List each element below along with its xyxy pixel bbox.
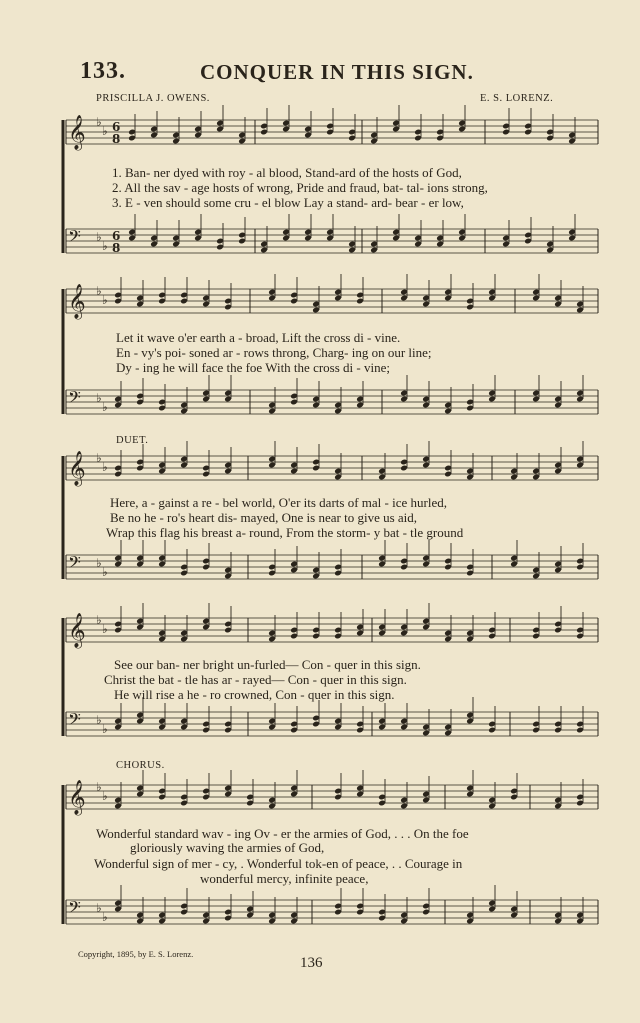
flat-sign: ♭	[102, 722, 108, 736]
flat-sign: ♭	[102, 565, 108, 579]
lyric-line-2-1: Let it wave o'er earth a - broad, Lift the cross di - vine.	[116, 330, 401, 345]
flat-sign: ♭	[102, 293, 108, 307]
copyright-notice: Copyright, 1895, by E. S. Lorenz.	[78, 949, 194, 959]
flat-sign: ♭	[96, 391, 102, 405]
bass-clef: 𝄢	[68, 387, 81, 411]
lyric-line-1-2: 2. All the sav - age hosts of wrong, Pride and fraud, bat- tal- ions strong,	[112, 180, 488, 195]
lyric-line-3-2: Be no he - ro's heart dis- mayed, One is near to give us aid,	[110, 510, 418, 525]
lyric-line-5-3: Wonderful sign of mer - cy, . Wonderful tok-en of peace, . . Courage in	[94, 856, 463, 871]
lyric-line-5-2: gloriously waving the armies of God,	[130, 840, 325, 855]
lyricist-credit: PRISCILLA J. OWENS.	[96, 93, 210, 104]
lyric-line-5-4: wonderful mercy, infinite peace,	[200, 871, 369, 886]
lyric-line-4-3: He will rise a he - ro crowned, Con - quer in this sign.	[114, 687, 395, 702]
treble-clef: 𝄞	[68, 451, 86, 486]
flat-sign: ♭	[96, 115, 102, 129]
lyric-line-5-1: Wonderful standard wav - ing Ov - er the armies of God, . . . On the foe	[96, 826, 469, 841]
lyric-line-4-2: Christ the bat - tle has ar - rayed— Con - quer in this sign.	[104, 672, 407, 687]
flat-sign: ♭	[102, 789, 108, 803]
flat-sign: ♭	[96, 780, 102, 794]
chorus-label: CHORUS.	[116, 760, 165, 771]
flat-sign: ♭	[102, 124, 108, 138]
treble-clef: 𝄞	[68, 780, 86, 815]
flat-sign: ♭	[102, 910, 108, 924]
time-signature-top: 6	[112, 229, 121, 243]
composer-credit: E. S. LORENZ.	[480, 93, 554, 104]
flat-sign: ♭	[102, 622, 108, 636]
flat-sign: ♭	[96, 556, 102, 570]
hymn-number: 133.	[80, 58, 126, 84]
hymn-title: CONQUER IN THIS SIGN.	[200, 60, 474, 84]
flat-sign: ♭	[102, 400, 108, 414]
lyric-line-1-3: 3. E - ven should some cru - el blow Lay a stand- ard- bear - er low,	[112, 195, 464, 210]
lyric-line-2-2: En - vy's poi- soned ar - rows throng, Charg- ing on our line;	[116, 345, 432, 360]
lyric-line-3-3: Wrap this flag his breast a- round, From the storm- y bat - tle ground	[106, 525, 464, 540]
treble-clef: 𝄞	[68, 613, 86, 648]
flat-sign: ♭	[102, 460, 108, 474]
duet-label: DUET.	[116, 435, 149, 446]
flat-sign: ♭	[96, 230, 102, 244]
bass-clef: 𝄢	[68, 897, 81, 921]
treble-clef: 𝄞	[68, 115, 86, 150]
bass-clef: 𝄢	[68, 552, 81, 576]
lyric-line-1-1: 1. Ban- ner dyed with roy - al blood, Stand-ard of the hosts of God,	[112, 165, 462, 180]
time-signature-top: 6	[112, 120, 121, 134]
lyric-line-3-1: Here, a - gainst a re - bel world, O'er its darts of mal - ice hurled,	[110, 495, 447, 510]
flat-sign: ♭	[96, 284, 102, 298]
lyric-line-2-3: Dy - ing he will face the foe With the cross di - vine;	[116, 360, 390, 375]
lyric-line-4-1: See our ban- ner bright un-furled— Con - quer in this sign.	[114, 657, 421, 672]
bass-clef: 𝄢	[68, 226, 81, 250]
flat-sign: ♭	[96, 451, 102, 465]
flat-sign: ♭	[96, 901, 102, 915]
flat-sign: ♭	[96, 713, 102, 727]
treble-clef: 𝄞	[68, 284, 86, 319]
flat-sign: ♭	[102, 239, 108, 253]
time-signature-bottom: 8	[112, 132, 121, 146]
flat-sign: ♭	[96, 613, 102, 627]
bass-clef: 𝄢	[68, 709, 81, 733]
page-number: 136	[300, 955, 323, 971]
time-signature-bottom: 8	[112, 241, 121, 255]
